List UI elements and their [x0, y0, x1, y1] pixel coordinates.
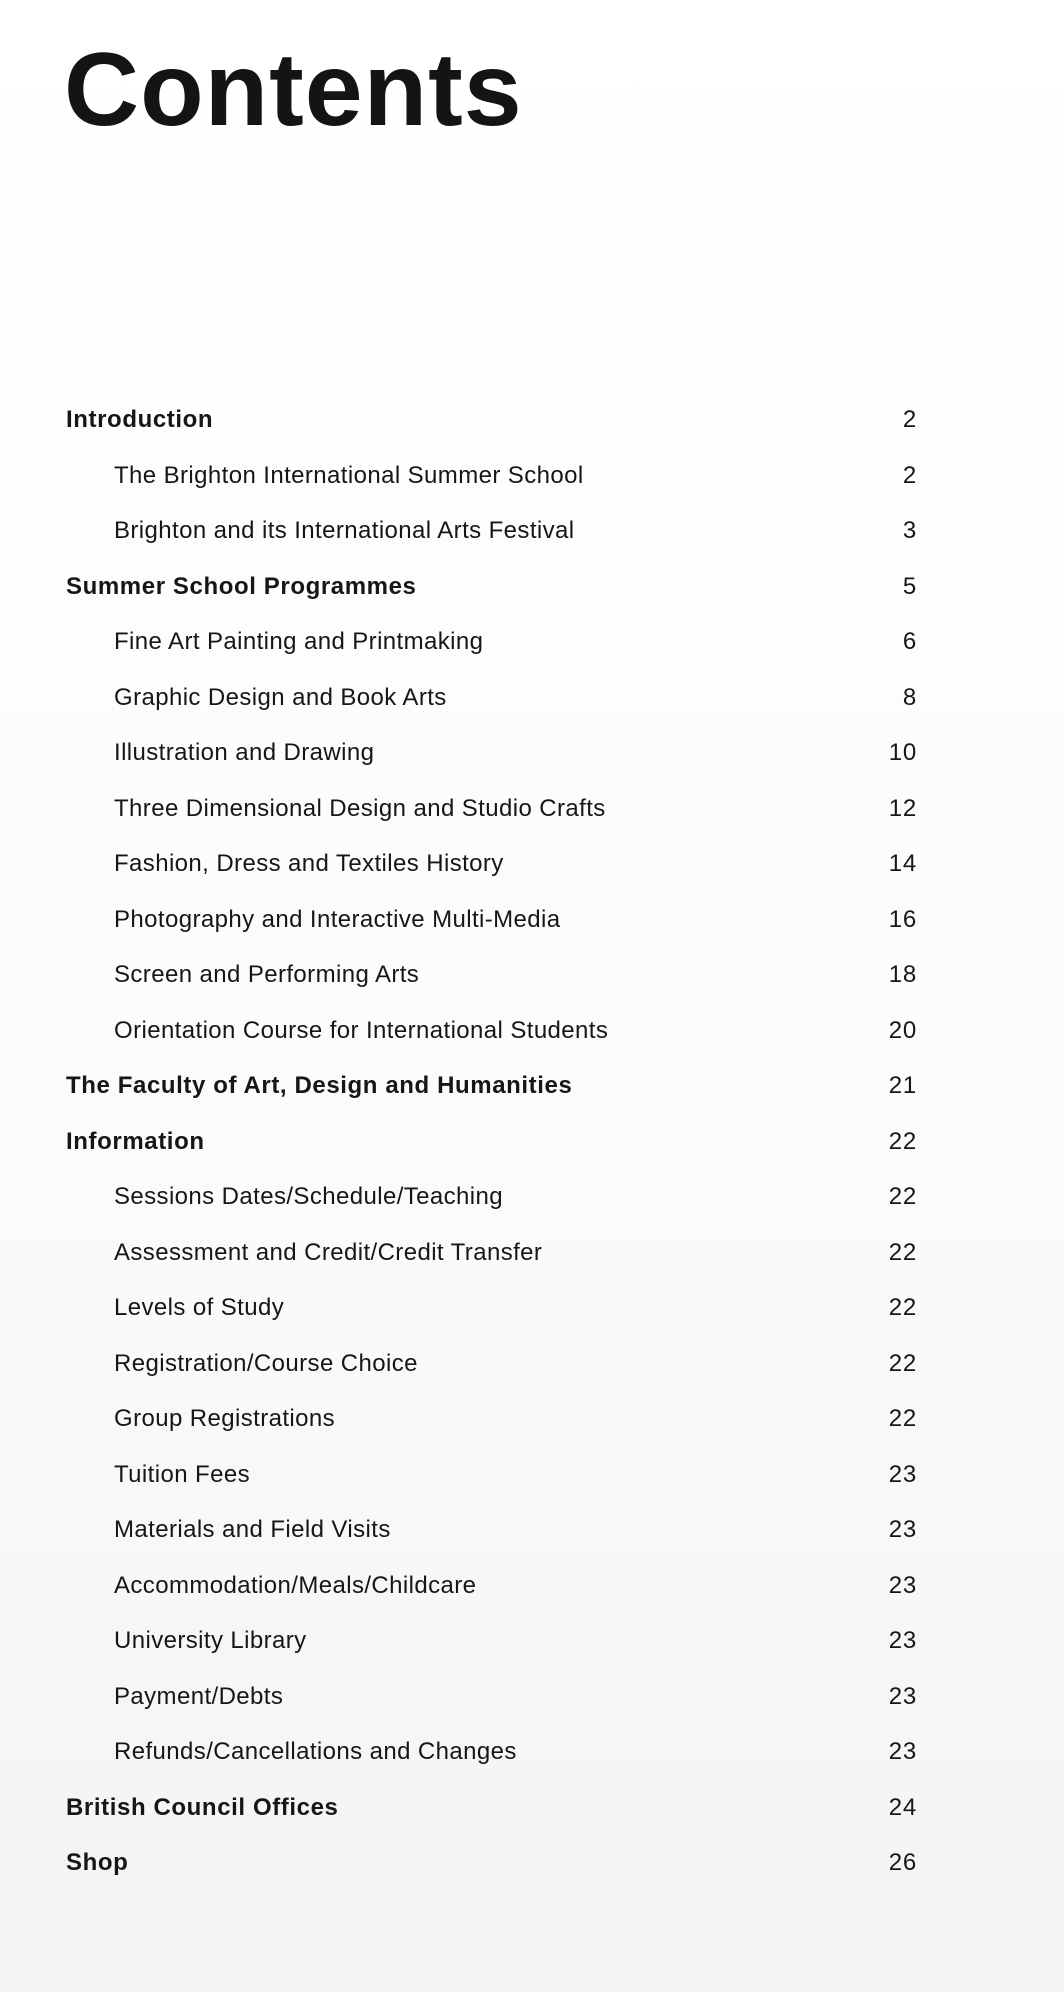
toc-entry-page-number: 6 — [902, 628, 917, 655]
toc-entry-photography[interactable] — [0, 903, 1064, 959]
toc-entry-page-number: 22 — [888, 1127, 917, 1155]
toc-entry-registration[interactable] — [0, 1347, 1064, 1403]
toc-entry-refunds-cancellations[interactable] — [0, 1735, 1064, 1791]
toc-entry-brighton-international-summer-school[interactable] — [0, 459, 1064, 515]
toc-entry-summer-school-programmes[interactable] — [0, 570, 1064, 626]
toc-entry-page-number: 26 — [888, 1849, 917, 1876]
toc-entry-page-number: 18 — [888, 961, 917, 988]
toc-entry-screen-performing-arts[interactable] — [0, 958, 1064, 1014]
toc-entry-university-library[interactable] — [0, 1624, 1064, 1680]
toc-entry-group-registrations[interactable] — [0, 1402, 1064, 1458]
toc-entry-label: Information — [66, 1127, 205, 1155]
toc-entry-three-dimensional-design[interactable] — [0, 792, 1064, 848]
toc-entry-accommodation[interactable] — [0, 1569, 1064, 1625]
toc-entry-fine-art[interactable] — [0, 625, 1064, 681]
toc-entry-orientation-course[interactable] — [0, 1014, 1064, 1070]
toc-entry-assessment-credit[interactable] — [0, 1236, 1064, 1292]
toc-entry-label: Payment/Debts — [114, 1682, 284, 1710]
toc-entry-page-number: 22 — [888, 1238, 917, 1266]
toc-entry-page-number: 21 — [888, 1072, 917, 1099]
toc-entry-label: Photography and Interactive Multi-Media — [114, 905, 561, 933]
toc-entry-page-number: 23 — [888, 1516, 917, 1543]
toc-entry-page-number: 23 — [888, 1682, 917, 1710]
toc-entry-introduction[interactable] — [0, 403, 1064, 459]
toc-entry-label: Summer School Programmes — [66, 572, 417, 600]
toc-entry-label: Three Dimensional Design and Studio Crafts — [114, 794, 606, 822]
toc-entry-label: Illustration and Drawing — [114, 739, 375, 766]
toc-entry-payment-debts[interactable] — [0, 1680, 1064, 1736]
toc-entry-label: Refunds/Cancellations and Changes — [114, 1738, 517, 1765]
toc-entry-fashion[interactable] — [0, 847, 1064, 903]
toc-entry-label: Graphic Design and Book Arts — [114, 683, 447, 711]
toc-entry-page-number: 20 — [888, 1016, 917, 1044]
toc-entry-materials-field-visits[interactable] — [0, 1513, 1064, 1569]
toc-entry-label: British Council Offices — [66, 1793, 339, 1821]
toc-entry-graphic-design[interactable] — [0, 681, 1064, 737]
toc-entry-page-number: 3 — [902, 517, 917, 544]
toc-entry-page-number: 12 — [888, 794, 917, 822]
toc-entry-page-number: 24 — [888, 1793, 917, 1821]
page-title: Contents — [64, 32, 523, 148]
toc-entry-information[interactable] — [0, 1125, 1064, 1181]
toc-entry-page-number: 16 — [888, 905, 917, 933]
toc-entry-tuition-fees[interactable] — [0, 1458, 1064, 1514]
toc-entry-label: Group Registrations — [114, 1405, 336, 1432]
toc-entry-label: Registration/Course Choice — [114, 1349, 418, 1377]
toc-entry-label: Fine Art Painting and Printmaking — [114, 628, 484, 655]
toc-entry-label: Brighton and its International Arts Festival — [114, 517, 575, 544]
toc-entry-levels-of-study[interactable] — [0, 1291, 1064, 1347]
toc-entry-label: Introduction — [66, 406, 214, 433]
toc-entry-page-number: 2 — [902, 461, 917, 489]
toc-entry-page-number: 23 — [888, 1460, 917, 1488]
toc-entry-sessions-dates[interactable] — [0, 1180, 1064, 1236]
toc-entry-page-number: 23 — [888, 1627, 917, 1654]
toc-entry-page-number: 14 — [888, 850, 917, 877]
toc-entry-page-number: 22 — [888, 1349, 917, 1377]
toc-entry-brighton-arts-festival[interactable] — [0, 514, 1064, 570]
table-of-contents — [0, 403, 1064, 1902]
toc-entry-label: Accommodation/Meals/Childcare — [114, 1571, 477, 1599]
toc-entry-page-number: 5 — [902, 572, 917, 600]
toc-entry-british-council-offices[interactable] — [0, 1791, 1064, 1847]
toc-entry-label: Materials and Field Visits — [114, 1516, 391, 1543]
toc-entry-page-number: 8 — [902, 683, 917, 711]
toc-entry-page-number: 23 — [888, 1571, 917, 1599]
toc-entry-page-number: 2 — [902, 406, 917, 433]
toc-entry-label: Screen and Performing Arts — [114, 961, 420, 988]
toc-entry-illustration[interactable] — [0, 736, 1064, 792]
toc-entry-label: Shop — [66, 1849, 129, 1876]
toc-entry-page-number: 10 — [888, 739, 917, 766]
toc-entry-page-number: 23 — [888, 1738, 917, 1765]
toc-entry-label: University Library — [114, 1627, 307, 1654]
toc-entry-label: Sessions Dates/Schedule/Teaching — [114, 1183, 504, 1210]
toc-entry-label: The Brighton International Summer School — [114, 461, 584, 489]
toc-entry-page-number: 22 — [888, 1294, 917, 1321]
toc-entry-page-number: 22 — [888, 1405, 917, 1432]
toc-entry-label: Fashion, Dress and Textiles History — [114, 850, 504, 877]
toc-entry-label: Orientation Course for International Students — [114, 1016, 609, 1044]
toc-entry-label: Levels of Study — [114, 1294, 285, 1321]
toc-entry-label: Assessment and Credit/Credit Transfer — [114, 1238, 543, 1266]
toc-entry-page-number: 22 — [888, 1183, 917, 1210]
toc-entry-shop[interactable] — [0, 1846, 1064, 1902]
toc-entry-label: The Faculty of Art, Design and Humanities — [66, 1072, 573, 1099]
toc-entry-label: Tuition Fees — [114, 1460, 250, 1488]
toc-entry-faculty[interactable] — [0, 1069, 1064, 1125]
